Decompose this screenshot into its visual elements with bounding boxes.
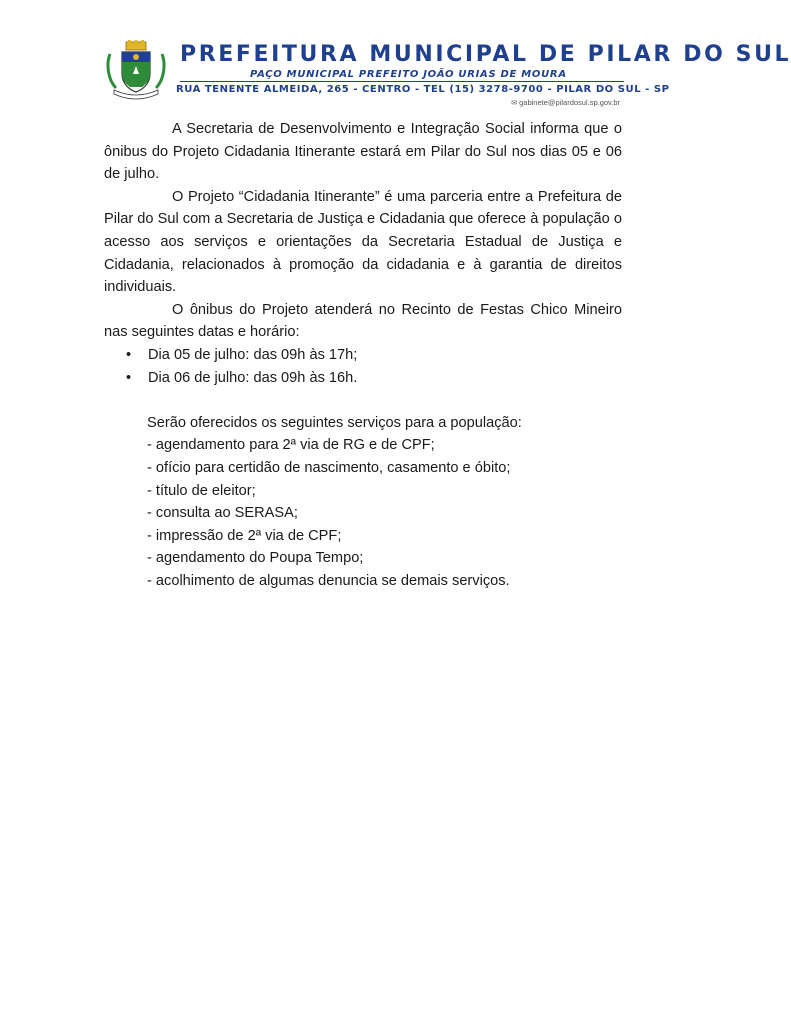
- schedule-item-text: Dia 06 de julho: das 09h às 16h.: [148, 369, 358, 386]
- letterhead-email: [511, 98, 620, 107]
- letterhead-divider: [180, 81, 624, 82]
- schedule-item: [104, 344, 622, 367]
- service-item: - agendamento do Poupa Tempo;: [147, 550, 364, 567]
- letterhead-title: PREFEITURA MUNICIPAL DE PILAR DO SUL: [180, 42, 791, 67]
- services-intro: Serão oferecidos os seguintes serviços para a população:: [147, 414, 522, 431]
- letterhead: [104, 40, 791, 107]
- paragraph-location: O ônibus do Projeto atenderá no Recinto de Festas Chico Mineiro nas seguintes datas e horário:: [104, 301, 622, 341]
- bullet-icon: •: [126, 346, 132, 363]
- email-icon: ✉: [511, 100, 518, 107]
- schedule-item-text: Dia 05 de julho: das 09h às 17h;: [148, 346, 358, 363]
- service-item: - agendamento para 2ª via de RG e de CPF;: [147, 437, 435, 454]
- municipal-coat-of-arms-icon: [104, 40, 168, 100]
- letterhead-email-text: gabinete@pilardosul.sp.gov.br: [519, 98, 620, 107]
- schedule-list: [104, 344, 622, 389]
- letterhead-address: RUA TENENTE ALMEIDA, 265 - CENTRO - TEL (15) 3278-9700 - PILAR DO SUL - SP: [176, 84, 670, 95]
- service-item: - ofício para certidão de nascimento, casamento e óbito;: [147, 459, 511, 476]
- letterhead-subtitle: PAÇO MUNICIPAL PREFEITO JOÃO URIAS DE MOURA: [250, 69, 567, 80]
- service-item: - acolhimento de algumas denuncia se demais serviços.: [147, 572, 510, 589]
- service-item: - consulta ao SERASA;: [147, 505, 298, 522]
- paragraph-intro: A Secretaria de Desenvolvimento e Integração Social informa que o ônibus do Projeto Cidadania Itinerante estará em Pilar do Sul nos dias 05 e 06 de julho.: [104, 121, 622, 183]
- schedule-item: [104, 367, 622, 390]
- bullet-icon: •: [126, 369, 132, 386]
- service-item: - título de eleitor;: [147, 482, 256, 499]
- document-body: [104, 118, 622, 592]
- paragraph-project: O Projeto “Cidadania Itinerante” é uma parceria entre a Prefeitura de Pilar do Sul com a Secretaria de Justiça e Cidadania que oferece à população o acesso aos serviços e orientações da Secretaria Estadual de Justiça e Cidadania, relacionados à promoção da cidadania e à garantia de direitos individuais.: [104, 188, 622, 296]
- blank-line: [104, 389, 622, 412]
- services-list: [104, 434, 622, 592]
- service-item: - impressão de 2ª via de CPF;: [147, 527, 342, 544]
